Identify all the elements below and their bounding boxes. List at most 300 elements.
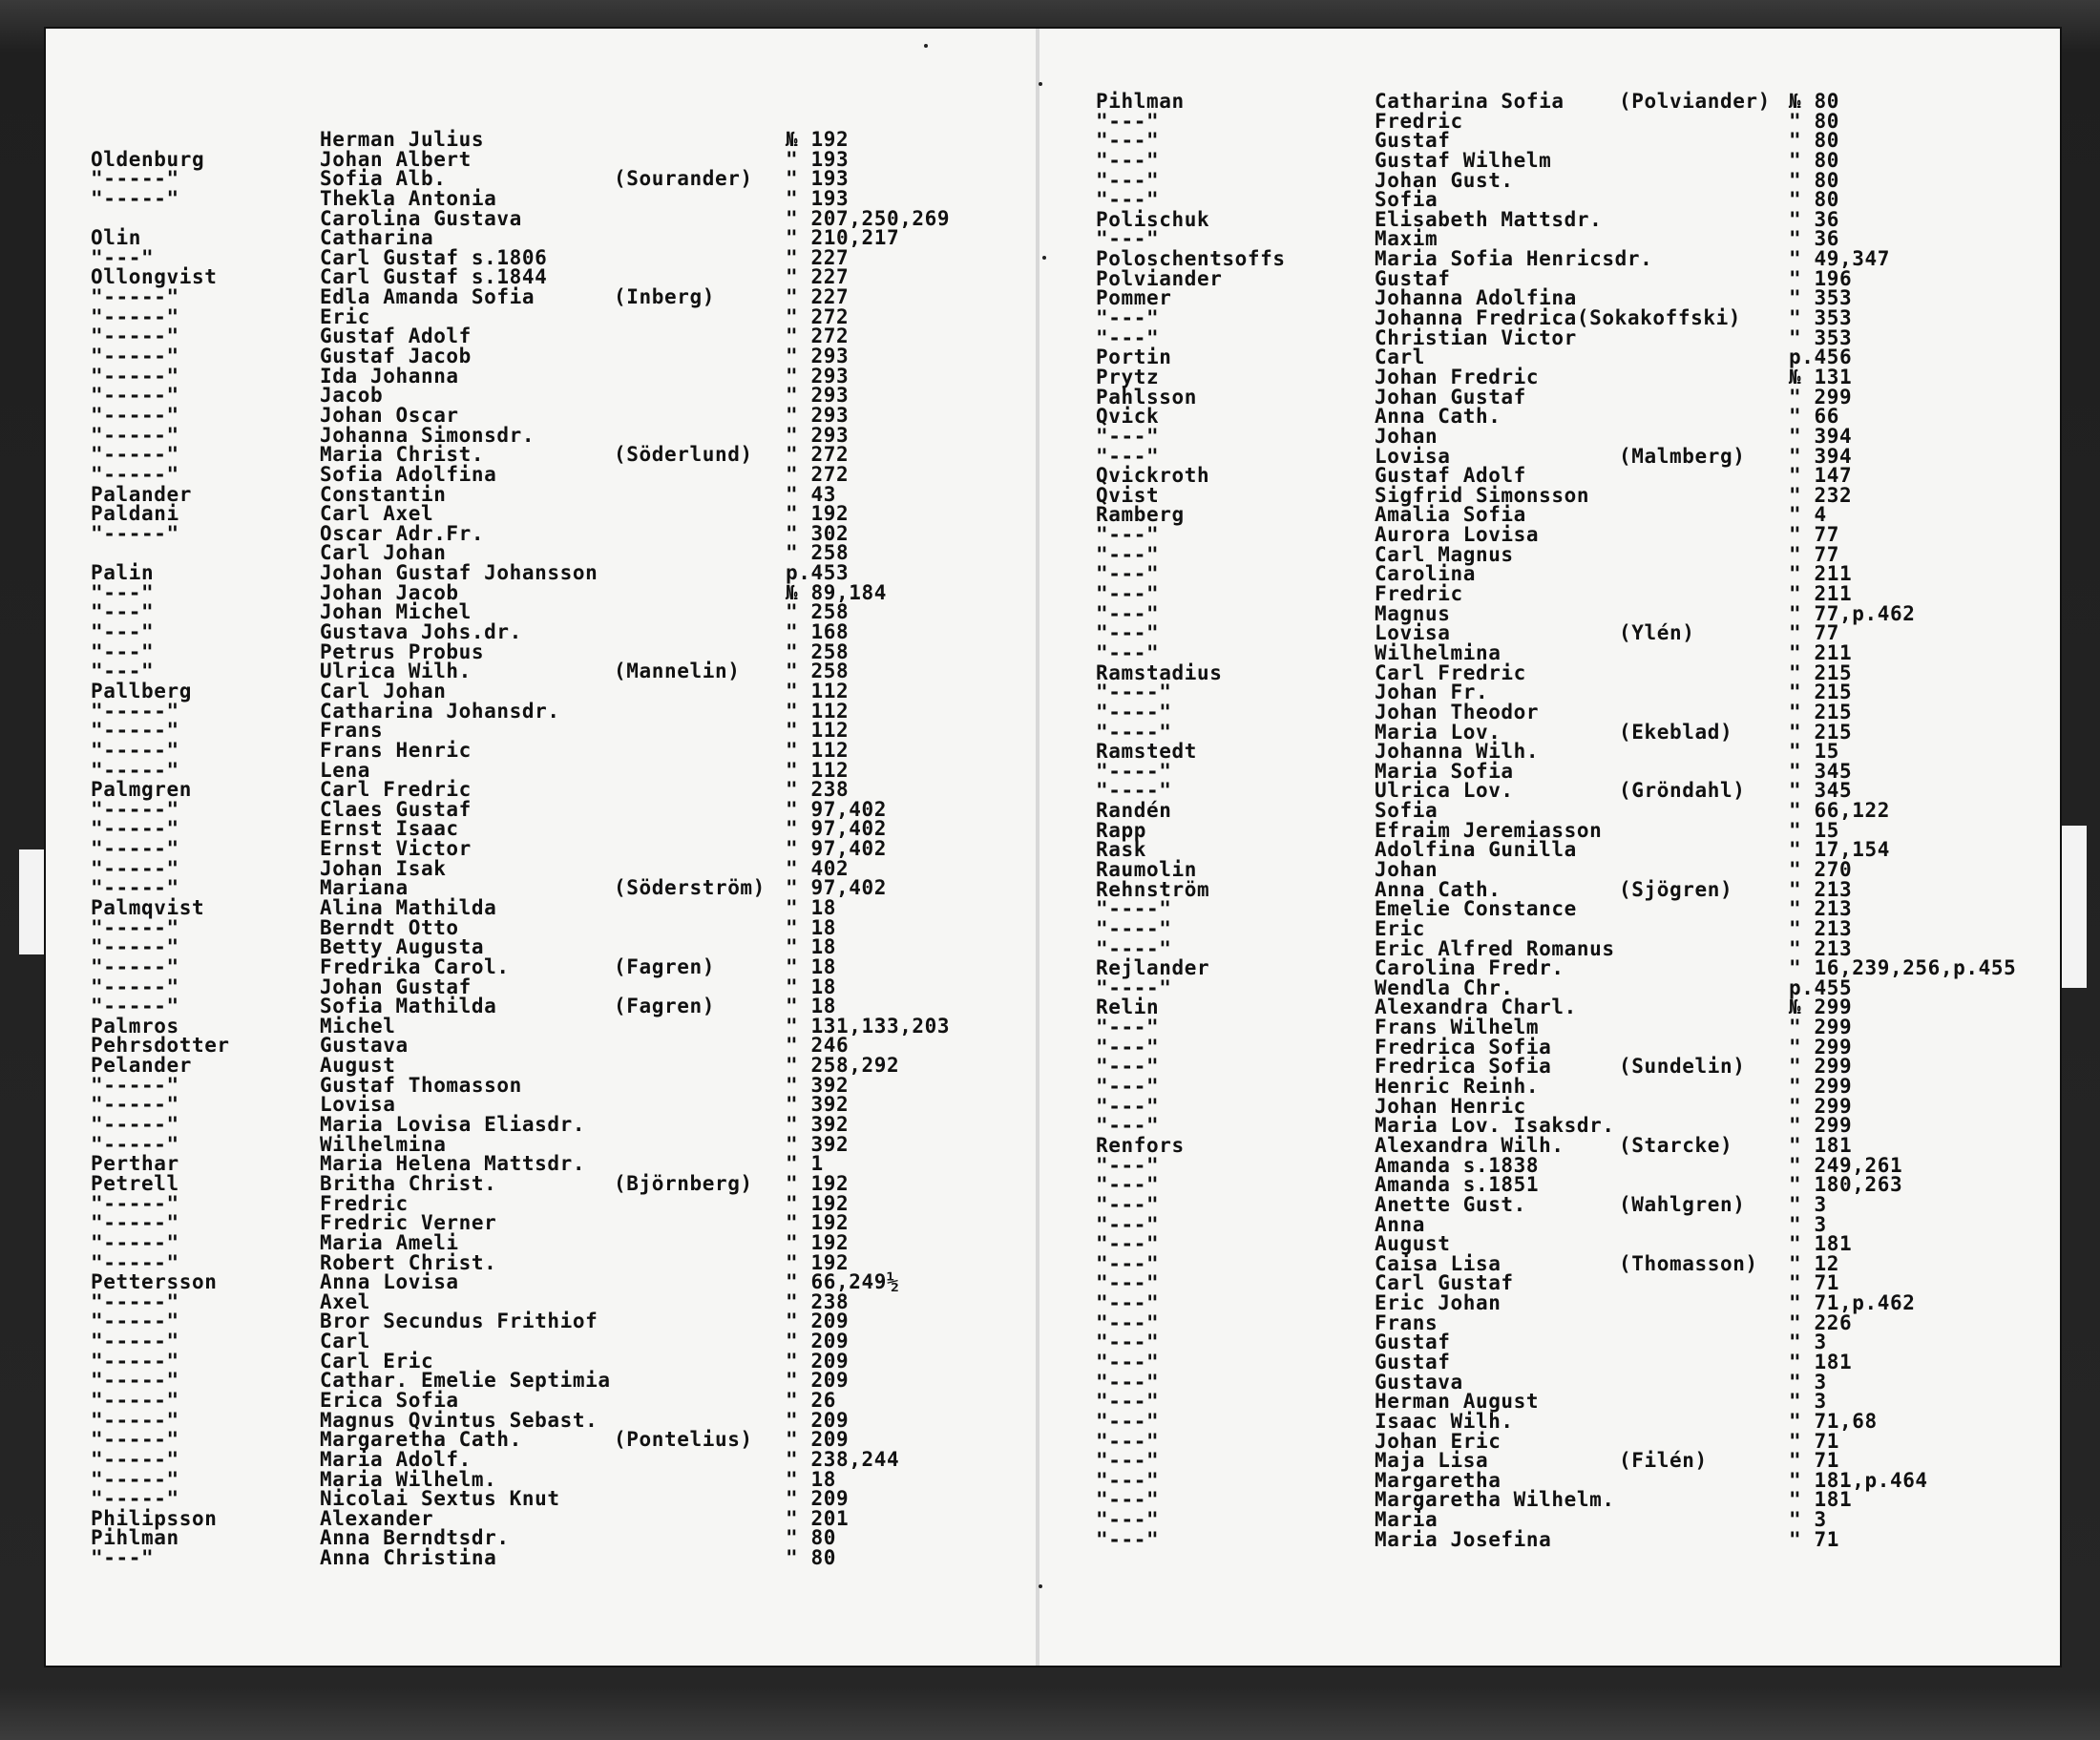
- entry-surname: Pihlman: [1096, 90, 1185, 113]
- entry-reference: " 293: [786, 384, 850, 408]
- entry-surname: "---": [1096, 1035, 1160, 1059]
- index-entry: [91, 1014, 1036, 1038]
- entry-reference: " 192: [786, 1230, 850, 1254]
- entry-surname: "-----": [91, 384, 179, 408]
- index-entry: [1096, 564, 2060, 584]
- index-entry: [91, 780, 1036, 800]
- index-entry: [1096, 1234, 2060, 1254]
- index-entry: [1096, 1153, 2060, 1177]
- entry-given-name: Henric Reinh.: [1375, 1075, 1540, 1099]
- entry-maiden-name: (Sourander): [614, 167, 753, 191]
- entry-given-name: Fredric: [1375, 109, 1463, 133]
- index-entry: [91, 346, 1036, 367]
- entry-reference: " 112: [786, 719, 850, 743]
- entry-given-name: Gustaf Wilhelm: [1375, 148, 1552, 172]
- index-entry: [1096, 1468, 2060, 1492]
- entry-given-name: Maria Lovisa Eliasdr.: [320, 1113, 586, 1137]
- entry-surname: "---": [1096, 168, 1160, 192]
- index-entry: [1096, 857, 2060, 881]
- index-entry: [91, 996, 1036, 1017]
- entry-given-name: Maria Sofia: [1375, 759, 1514, 783]
- entry-reference: " 181: [1789, 1488, 1853, 1512]
- index-entry: [91, 445, 1036, 465]
- index-column-left: [91, 130, 1036, 1568]
- entry-given-name: Margaretha Cath.: [320, 1428, 522, 1452]
- index-entry: [1096, 1409, 2060, 1433]
- entry-given-name: Maria: [1375, 1508, 1438, 1532]
- index-entry: [91, 895, 1036, 919]
- entry-reference: " 226: [1789, 1310, 1853, 1334]
- index-entry: [91, 521, 1036, 545]
- entry-reference: " 97,402: [786, 817, 887, 841]
- entry-reference: " 192: [786, 502, 850, 526]
- index-entry: [1096, 1451, 2060, 1471]
- entry-reference: " 193: [786, 167, 850, 191]
- index-entry: [91, 482, 1036, 506]
- entry-surname: Relin: [1096, 996, 1160, 1019]
- entry-reference: " 80: [1789, 129, 1839, 153]
- entry-given-name: Johanna Fredrica(Sokakoffski): [1375, 306, 1742, 330]
- entry-surname: "----": [1096, 681, 1172, 704]
- entry-reference: " 392: [786, 1132, 850, 1156]
- entry-surname: "-----": [91, 797, 179, 821]
- entry-surname: "---": [91, 620, 155, 644]
- entry-surname: "---": [1096, 1251, 1160, 1275]
- entry-reference: " 26: [786, 1389, 836, 1412]
- entry-surname: Pahlsson: [1096, 385, 1197, 409]
- entry-given-name: Sofia: [1375, 188, 1438, 212]
- entry-reference: " 201: [786, 1506, 850, 1530]
- entry-reference: " 209: [786, 1408, 850, 1432]
- index-entry: [91, 403, 1036, 427]
- index-entry: [91, 721, 1036, 741]
- entry-surname: Paldani: [91, 502, 179, 526]
- entry-given-name: Emelie Constance: [1375, 897, 1577, 921]
- entry-reference: " 168: [786, 620, 850, 644]
- entry-surname: "---": [1096, 1527, 1160, 1551]
- entry-surname: "-----": [91, 915, 179, 939]
- entry-reference: " 211: [1789, 640, 1853, 664]
- entry-given-name: Carl Fredric: [320, 778, 472, 802]
- entry-reference: " 299: [1789, 1114, 1853, 1138]
- entry-reference: " 192: [786, 1211, 850, 1235]
- entry-maiden-name: (Söderlund): [614, 443, 753, 467]
- entry-maiden-name: (Inberg): [614, 285, 715, 309]
- index-entry: [91, 206, 1036, 230]
- entry-given-name: Sigfrid Simonsson: [1375, 483, 1590, 507]
- index-entry: [91, 169, 1036, 189]
- entry-given-name: Johan Fr.: [1375, 681, 1489, 704]
- entry-given-name: Margaretha: [1375, 1468, 1502, 1492]
- index-entry: [91, 856, 1036, 880]
- entry-given-name: Wendla Chr.: [1375, 975, 1514, 999]
- entry-given-name: Gustaf Jacob: [320, 345, 472, 368]
- index-entry: [1096, 759, 2060, 783]
- entry-surname: "-----": [91, 1250, 179, 1274]
- index-entry: [1096, 168, 2060, 192]
- entry-surname: "---": [1096, 1390, 1160, 1414]
- entry-given-name: Ernst Victor: [320, 837, 472, 861]
- index-entry: [1096, 1429, 2060, 1453]
- entry-reference: " 209: [786, 1330, 850, 1353]
- entry-surname: Qvick: [1096, 405, 1160, 429]
- index-entry: [1096, 623, 2060, 643]
- entry-given-name: Carl Axel: [320, 502, 434, 526]
- entry-surname: Perthar: [91, 1152, 179, 1176]
- entry-surname: Ramberg: [1096, 503, 1185, 527]
- entry-surname: "-----": [91, 817, 179, 841]
- entry-surname: "---": [91, 1546, 155, 1570]
- entry-reference: № 299: [1789, 996, 1853, 1019]
- entry-given-name: Carl Fredric: [1375, 660, 1526, 684]
- index-entry: [1096, 288, 2060, 308]
- index-entry: [91, 563, 1036, 583]
- entry-surname: Qvist: [1096, 483, 1160, 507]
- entry-surname: "-----": [91, 1447, 179, 1471]
- entry-given-name: Isaac Wilh.: [1375, 1409, 1514, 1433]
- entry-surname: "-----": [91, 758, 179, 782]
- index-entry: [1096, 1133, 2060, 1157]
- entry-given-name: Elisabeth Mattsdr.: [1375, 207, 1603, 231]
- entry-reference: " 180,263: [1789, 1173, 1903, 1197]
- entry-surname: "---": [1096, 1271, 1160, 1295]
- entry-surname: "---": [1096, 1173, 1160, 1197]
- entry-given-name: Maria Josefina: [1375, 1527, 1552, 1551]
- entry-reference: " 272: [786, 304, 850, 328]
- entry-given-name: Frans Wilhelm: [1375, 1016, 1540, 1039]
- index-entry: [91, 1467, 1036, 1491]
- entry-given-name: Fredrica Sofia: [1375, 1055, 1552, 1079]
- index-entry: [91, 839, 1036, 859]
- entry-given-name: Anna: [1375, 1212, 1425, 1236]
- entry-reference: " 97,402: [786, 837, 887, 861]
- index-entry: [91, 423, 1036, 447]
- entry-surname: "-----": [91, 364, 179, 388]
- entry-given-name: Johanna Adolfina: [1375, 286, 1577, 310]
- entry-surname: "---": [1096, 424, 1160, 448]
- entry-reference: " 112: [786, 738, 850, 762]
- index-entry: [91, 228, 1036, 248]
- entry-surname: "---": [1096, 1094, 1160, 1118]
- entry-given-name: Herman August: [1375, 1390, 1540, 1414]
- entry-given-name: Gustaf Thomasson: [320, 1073, 522, 1097]
- entry-given-name: Sofia: [1375, 799, 1438, 823]
- entry-given-name: Bror Secundus Frithiof: [320, 1310, 598, 1333]
- entry-reference: " 71: [1789, 1271, 1839, 1295]
- entry-surname: Raumolin: [1096, 857, 1197, 881]
- entry-maiden-name: (Filén): [1619, 1449, 1708, 1473]
- index-entry: [91, 699, 1036, 723]
- entry-surname: "-----": [91, 975, 179, 998]
- entry-reference: " 227: [786, 265, 850, 289]
- index-entry: [1096, 92, 2060, 112]
- entry-surname: "---": [1096, 1114, 1160, 1138]
- entry-reference: " 71: [1789, 1449, 1839, 1473]
- entry-reference: " 17,154: [1789, 838, 1890, 862]
- entry-reference: " 299: [1789, 1055, 1853, 1079]
- entry-reference: " 15: [1789, 818, 1839, 842]
- entry-reference: " 97,402: [786, 876, 887, 900]
- index-entry: [91, 1331, 1036, 1352]
- index-entry: [91, 1171, 1036, 1195]
- index-entry: [1096, 525, 2060, 545]
- entry-reference: " 71,p.462: [1789, 1291, 1916, 1315]
- index-entry: [91, 1250, 1036, 1274]
- index-entry: [91, 1036, 1036, 1056]
- entry-given-name: Catharina Sofia: [1375, 90, 1564, 113]
- index-entry: [1096, 1352, 2060, 1373]
- entry-surname: "----": [1096, 897, 1172, 921]
- index-entry: [1096, 367, 2060, 388]
- entry-given-name: Maria Ameli: [320, 1230, 459, 1254]
- entry-reference: " 43: [786, 482, 836, 506]
- entry-surname: Portin: [1096, 346, 1172, 369]
- entry-surname: Renfors: [1096, 1133, 1185, 1157]
- entry-surname: "---": [91, 660, 155, 683]
- entry-reference: " 394: [1789, 424, 1853, 448]
- entry-surname: "-----": [91, 1093, 179, 1117]
- page-spine: [1036, 29, 1040, 1666]
- entry-reference: " 18: [786, 915, 836, 939]
- index-entry: [91, 304, 1036, 328]
- index-entry: [1096, 682, 2060, 702]
- index-entry: [91, 1408, 1036, 1432]
- entry-reference: " 80: [1789, 148, 1839, 172]
- entry-given-name: Anna Cath.: [1375, 405, 1502, 429]
- entry-reference: " 299: [1789, 1035, 1853, 1059]
- index-entry: [1096, 542, 2060, 566]
- entry-surname: "-----": [91, 285, 179, 309]
- entry-given-name: Carl: [1375, 346, 1425, 369]
- entry-given-name: August: [320, 1054, 396, 1078]
- entry-given-name: Johan Eric: [1375, 1429, 1502, 1453]
- entry-given-name: Ernst Isaac: [320, 817, 459, 841]
- entry-given-name: Edla Amanda Sofia: [320, 285, 536, 309]
- entry-given-name: Johan Albert: [320, 147, 472, 171]
- entry-surname: "-----": [91, 167, 179, 191]
- entry-given-name: Anna Lovisa: [320, 1270, 459, 1294]
- entry-given-name: Ulrica Lov.: [1375, 779, 1514, 803]
- entry-surname: "----": [1096, 916, 1172, 940]
- index-column-right: [1096, 92, 2060, 1549]
- entry-reference: " 80: [1789, 168, 1839, 192]
- entry-reference: " 18: [786, 1467, 836, 1491]
- ink-speck: [1042, 256, 1046, 260]
- index-entry: [91, 915, 1036, 939]
- index-entry: [1096, 483, 2060, 507]
- index-entry: [91, 1506, 1036, 1530]
- entry-surname: Pommer: [1096, 286, 1172, 310]
- entry-surname: Philipsson: [91, 1506, 218, 1530]
- index-entry: [1096, 1017, 2060, 1038]
- index-entry: [91, 386, 1036, 406]
- index-entry: [91, 1447, 1036, 1471]
- index-entry: [1096, 899, 2060, 919]
- entry-surname: Petrell: [91, 1171, 179, 1195]
- entry-given-name: Alina Mathilda: [320, 895, 497, 919]
- entry-reference: " 232: [1789, 483, 1853, 507]
- entry-reference: " 293: [786, 364, 850, 388]
- index-entry: [1096, 1370, 2060, 1394]
- entry-surname: "----": [1096, 700, 1172, 723]
- index-entry: [1096, 1490, 2060, 1510]
- entry-reference: " 77: [1789, 523, 1839, 547]
- entry-surname: "-----": [91, 995, 179, 1018]
- entry-given-name: Maxim: [1375, 227, 1438, 251]
- index-entry: [91, 1115, 1036, 1135]
- entry-surname: "---": [1096, 1508, 1160, 1532]
- index-entry: [91, 1213, 1036, 1233]
- index-entry: [91, 1272, 1036, 1292]
- entry-surname: "-----": [91, 304, 179, 328]
- entry-surname: "---": [1096, 1291, 1160, 1315]
- entry-reference: " 18: [786, 935, 836, 959]
- entry-surname: Prytz: [1096, 365, 1160, 388]
- entry-surname: "---": [1096, 444, 1160, 468]
- entry-maiden-name: (Sundelin): [1619, 1055, 1746, 1079]
- entry-given-name: Magnus Qvintus Sebast.: [320, 1408, 598, 1432]
- index-entry: [1096, 781, 2060, 801]
- index-entry: [91, 1311, 1036, 1331]
- entry-reference: " 3: [1789, 1390, 1827, 1414]
- entry-given-name: Efraim Jeremiasson: [1375, 818, 1603, 842]
- index-entry: [1096, 801, 2060, 821]
- entry-given-name: Jacob: [320, 384, 384, 408]
- entry-surname: "-----": [91, 1191, 179, 1215]
- entry-surname: "---": [1096, 1232, 1160, 1256]
- index-entry: [91, 1154, 1036, 1174]
- entry-maiden-name: (Ylén): [1619, 621, 1695, 645]
- index-entry: [1096, 266, 2060, 290]
- entry-reference: " 402: [786, 856, 850, 880]
- entry-reference: " 71: [1789, 1429, 1839, 1453]
- entry-surname: "---": [1096, 1370, 1160, 1394]
- index-entry: [1096, 1192, 2060, 1216]
- entry-reference: " 209: [786, 1428, 850, 1452]
- entry-surname: "---": [1096, 1331, 1160, 1354]
- entry-surname: "---": [91, 580, 155, 604]
- index-entry: [91, 1132, 1036, 1156]
- entry-reference: " 353: [1789, 325, 1853, 349]
- entry-surname: "---": [91, 639, 155, 663]
- entry-surname: "-----": [91, 1428, 179, 1452]
- entry-maiden-name: (Björnberg): [614, 1171, 753, 1195]
- index-entry: [1096, 1392, 2060, 1412]
- entry-given-name: Johan: [1375, 424, 1438, 448]
- entry-given-name: Catharina Johansdr.: [320, 699, 560, 723]
- entry-given-name: Gustaf Adolf: [1375, 464, 1526, 488]
- index-entry: [1096, 877, 2060, 901]
- entry-reference: " 211: [1789, 582, 1853, 606]
- entry-given-name: Gustava: [320, 1034, 409, 1058]
- entry-reference: " 209: [786, 1369, 850, 1393]
- entry-surname: Ramstedt: [1096, 740, 1197, 764]
- entry-surname: "---": [91, 600, 155, 624]
- index-entry: [1096, 407, 2060, 427]
- entry-reference: " 215: [1789, 720, 1853, 744]
- entry-given-name: Gustava Johs.dr.: [320, 620, 522, 644]
- entry-surname: "-----": [91, 1310, 179, 1333]
- entry-given-name: Amanda s.1838: [1375, 1153, 1540, 1177]
- entry-given-name: Carl: [320, 1330, 370, 1353]
- entry-given-name: Catharina: [320, 226, 434, 250]
- index-entry: [91, 1430, 1036, 1450]
- entry-surname: "----": [1096, 975, 1172, 999]
- entry-surname: "---": [1096, 1488, 1160, 1512]
- index-entry: [91, 937, 1036, 957]
- entry-given-name: Nicolai Sextus Knut: [320, 1487, 560, 1511]
- entry-given-name: Lovisa: [1375, 444, 1451, 468]
- entry-surname: "-----": [91, 1369, 179, 1393]
- index-entry: [1096, 975, 2060, 999]
- entry-surname: Polischuk: [1096, 207, 1210, 231]
- entry-given-name: Frans: [320, 719, 384, 743]
- index-entry: [1096, 1094, 2060, 1118]
- entry-reference: " 238: [786, 1289, 850, 1313]
- entry-reference: № 192: [786, 128, 850, 151]
- index-entry: [91, 602, 1036, 622]
- index-entry: [1096, 131, 2060, 151]
- entry-surname: "---": [1096, 325, 1160, 349]
- entry-surname: "---": [1096, 1075, 1160, 1099]
- entry-reference: № 131: [1789, 365, 1853, 388]
- index-entry: [1096, 640, 2060, 664]
- entry-surname: Rapp: [1096, 818, 1146, 842]
- entry-reference: " 299: [1789, 1016, 1853, 1039]
- entry-surname: "-----": [91, 1487, 179, 1511]
- entry-surname: "-----": [91, 325, 179, 348]
- index-entry: [91, 1289, 1036, 1313]
- entry-reference: " 238: [786, 778, 850, 802]
- entry-surname: "---": [91, 245, 155, 269]
- entry-maiden-name: (Mannelin): [614, 660, 741, 683]
- entry-surname: Pettersson: [91, 1270, 218, 1294]
- entry-surname: Pihlman: [91, 1526, 179, 1550]
- entry-given-name: Johan Gust.: [1375, 168, 1514, 192]
- index-entry: [1096, 249, 2060, 269]
- entry-given-name: Maria Lov.: [1375, 720, 1502, 744]
- index-entry: [91, 364, 1036, 388]
- index-entry: [91, 1095, 1036, 1115]
- index-entry: [91, 1548, 1036, 1568]
- entry-given-name: Carolina Fredr.: [1375, 956, 1564, 980]
- entry-maiden-name: (Ekeblad): [1619, 720, 1733, 744]
- entry-given-name: Adolfina Gunilla: [1375, 838, 1577, 862]
- index-entry: [1096, 109, 2060, 133]
- entry-surname: "-----": [91, 954, 179, 978]
- entry-surname: "----": [1096, 759, 1172, 783]
- entry-reference: " 66,122: [1789, 799, 1890, 823]
- entry-given-name: Lena: [320, 758, 370, 782]
- entry-given-name: Carl Gustaf s.1806: [320, 245, 548, 269]
- entry-surname: "---": [1096, 227, 1160, 251]
- entry-reference: " 112: [786, 679, 850, 702]
- entry-reference: " 246: [786, 1034, 850, 1058]
- entry-surname: "-----": [91, 186, 179, 210]
- entry-reference: " 112: [786, 758, 850, 782]
- entry-given-name: Carl Eric: [320, 1349, 434, 1373]
- entry-surname: "-----": [91, 719, 179, 743]
- entry-given-name: Johan Henric: [1375, 1094, 1526, 1118]
- entry-surname: "-----": [91, 1408, 179, 1432]
- entry-reference: " 192: [786, 1191, 850, 1215]
- entry-reference: " 215: [1789, 681, 1853, 704]
- index-entry: [91, 147, 1036, 171]
- entry-reference: " 215: [1789, 660, 1853, 684]
- entry-reference: " 210,217: [786, 226, 900, 250]
- entry-reference: " 15: [1789, 740, 1839, 764]
- entry-reference: " 193: [786, 147, 850, 171]
